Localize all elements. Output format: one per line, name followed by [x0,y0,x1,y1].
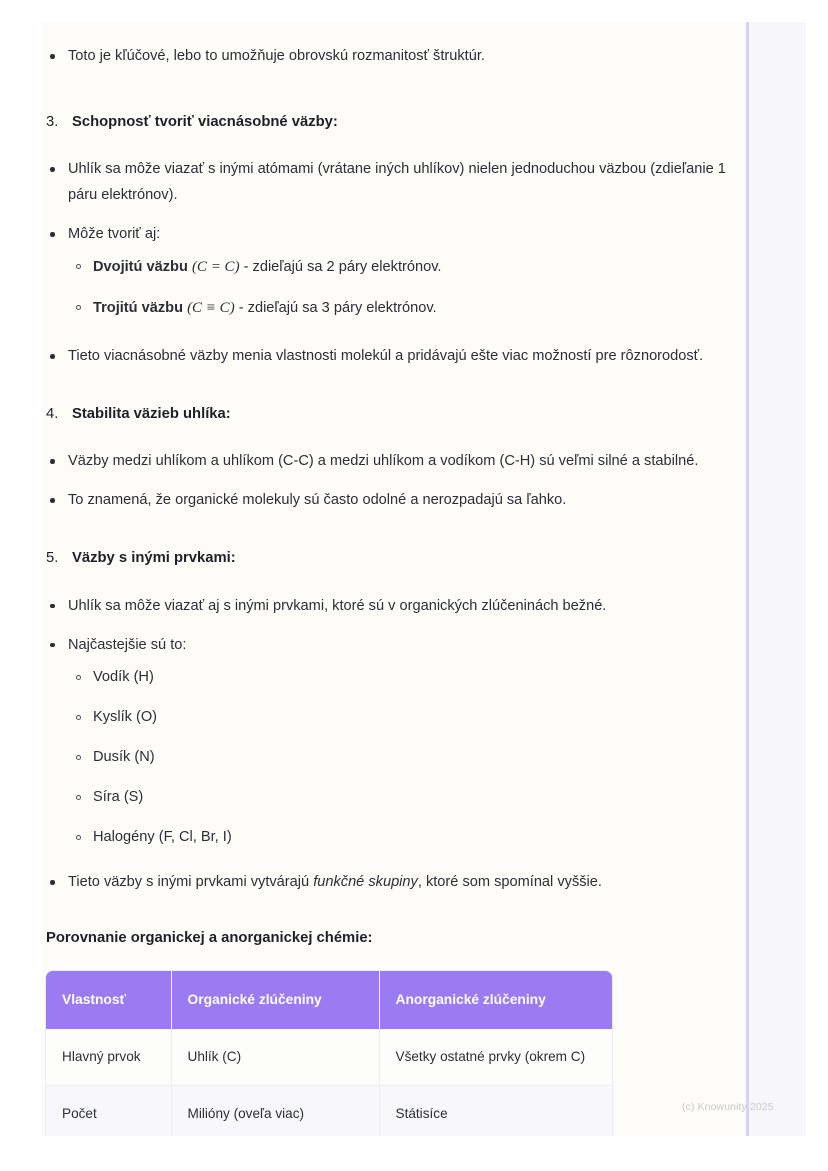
list-item [68,254,746,281]
bullet-text: Môže tvoriť aj: [68,226,161,243]
bond-type-label: Dvojitú väzbu [93,259,188,276]
spacer [42,527,746,545]
spacer [42,83,746,109]
element-label: Halogény (F, Cl, Br, I) [93,828,232,845]
bond-type-label: Trojitú väzbu [93,300,183,317]
list-item [68,295,746,322]
bullet-text: Najčastejšie sú to: [68,636,187,653]
element-label: Dusík (N) [93,748,155,765]
table-header-cell-property: Vlastnosť [46,971,171,1030]
sublist-bond-types [68,254,746,322]
list-item [42,633,746,851]
list-item [42,594,746,620]
section-heading-text: Schopnosť tvoriť viacnásobné väzby: [72,113,338,130]
list-item-halogens [68,825,746,851]
document-content [42,22,746,1136]
bullet-tail-text: , ktoré som spomínal vyššie. [417,874,602,891]
element-label: Síra (S) [93,788,144,805]
element-label: Kyslík (O) [93,708,158,725]
functional-groups-emphasis: funkčné skupiny [313,874,418,891]
bullet-text: Toto je kľúčové, lebo to umožňuje obrovskú rozmanitosť štruktúr. [68,48,485,64]
table-header-row [46,971,612,1030]
bullet-text: Uhlík sa môže viazať aj s inými prvkami, ktoré sú v organických zlúčeninách bežné. [68,597,607,614]
list-item [42,449,746,475]
bullet-list-other-elements [42,594,746,851]
bullet-list-intro [42,44,746,70]
spacer [42,135,746,157]
math-double-bond: (C = C) [191,259,240,276]
comparison-table [46,971,612,1136]
section-number: 3. [46,113,59,130]
table-header [46,971,612,1030]
list-item [42,488,746,514]
spacer [42,572,746,594]
table-cell: Hlavný prvok [46,1029,171,1085]
bullet-text: Väzby medzi uhlíkom a uhlíkom (C-C) a medzi uhlíkom a vodíkom (C-H) sú veľmi silné a stabilné. [68,453,699,470]
list-item [42,344,746,370]
table-row [46,1029,612,1085]
list-item [42,222,746,322]
table-cell: Počet [46,1086,171,1136]
list-item [42,870,746,896]
spacer [42,336,746,344]
table-cell: Uhlík (C) [171,1029,379,1085]
bullet-lead-text: Tieto väzby s inými prvkami vytvárajú [68,874,314,891]
element-label: Vodík (H) [93,668,154,685]
list-item-hydrogen [68,665,746,691]
math-triple-bond: (C ≡ C) [187,300,235,317]
spacer [42,909,746,925]
section-heading-text: Stabilita väzieb uhlíka: [72,406,231,423]
bullet-text: Uhlík sa môže viazať s inými atómami (vrátane iných uhlíkov) nielen jednoduchou väzbou (zdieľanie 1 páru elektrónov). [68,161,726,204]
document-page-card [42,22,746,1136]
table-body [46,1029,612,1136]
comparison-subheading: Porovnanie organickej a anorganickej chémie: [46,930,373,947]
bullet-text: Tieto viacnásobné väzby menia vlastnosti molekúl a pridávajú ešte viac možností pre rôznorodosť. [68,348,704,365]
spacer [42,383,746,401]
table-header-cell-organic: Organické zlúčeniny [171,971,379,1030]
bond-type-tail: - zdieľajú sa 3 páry elektrónov. [234,300,437,317]
bullet-text: To znamená, že organické molekuly sú často odolné a nerozpadajú sa ľahko. [68,492,567,509]
bullet-list-stability [42,449,746,514]
bond-type-tail: - zdieľajú sa 2 páry elektrónov. [239,259,442,276]
section-number: 4. [46,406,59,423]
bullet-list-multiple-bonds [42,157,746,322]
section-number: 5. [46,550,59,567]
list-item [42,157,746,209]
bullet-list-functional-groups [42,870,746,896]
section-heading-5 [42,545,746,571]
sublist-elements [68,665,746,851]
list-item-sulfur [68,785,746,811]
list-item-oxygen [68,705,746,731]
section-heading-text: Väzby s inými prvkami: [72,550,236,567]
list-item [42,44,746,70]
spacer [42,427,746,449]
copyright-watermark: (c) Knowunity 2025 [682,1101,774,1113]
section-heading-3 [42,109,746,135]
table-row [46,1086,612,1136]
table-header-cell-inorganic: Anorganické zlúčeniny [379,971,612,1030]
table-cell: Všetky ostatné prvky (okrem C) [379,1029,612,1085]
bullet-list-bond-properties [42,344,746,370]
section-heading-4 [42,401,746,427]
table-cell: Státisíce [379,1086,612,1136]
table-cell: Milióny (oveľa viac) [171,1086,379,1136]
next-page-edge-strip [746,22,806,1136]
list-item-nitrogen [68,745,746,771]
